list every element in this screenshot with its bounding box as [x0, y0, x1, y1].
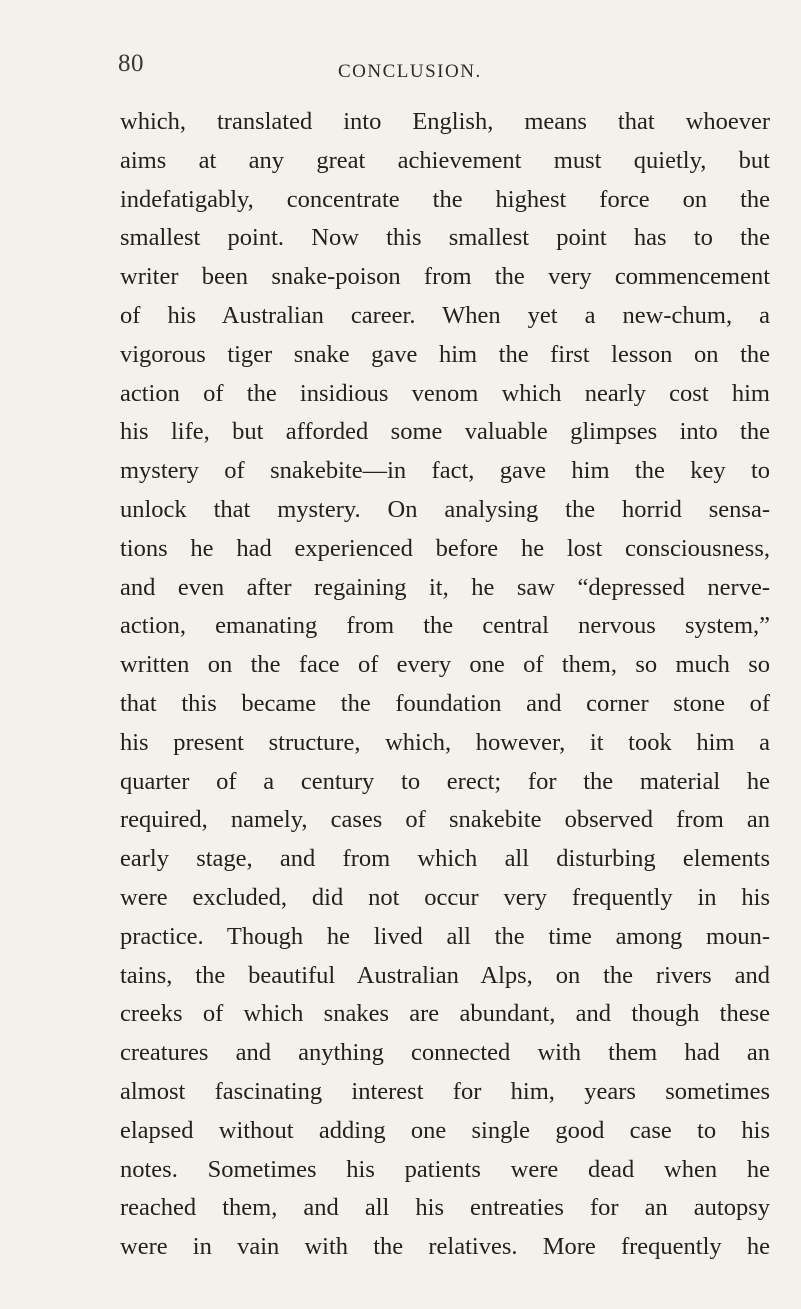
- text-line: mystery of snakebite—in fact, gave him the key to: [120, 457, 770, 485]
- text-line: early stage, and from which all disturbing elements: [120, 845, 770, 873]
- text-line: tains, the beautiful Australian Alps, on the rivers and: [120, 961, 770, 989]
- text-line: action, emanating from the central nervous system,”: [120, 612, 770, 640]
- text-line: aims at any great achievement must quietly, but: [120, 146, 770, 174]
- text-line: his present structure, which, however, it took him a: [120, 728, 770, 756]
- text-line: indefatigably, concentrate the highest force on the: [120, 185, 770, 213]
- text-line: notes. Sometimes his patients were dead when he: [120, 1155, 770, 1183]
- text-line: and even after regaining it, he saw “depressed nerve-: [120, 573, 770, 601]
- text-line: creeks of which snakes are abundant, and though these: [120, 1000, 770, 1028]
- text-line: vigorous tiger snake gave him the first lesson on the: [120, 340, 770, 368]
- text-line: almost fascinating interest for him, years sometimes: [120, 1077, 770, 1105]
- text-line: unlock that mystery. On analysing the horrid sensa-: [120, 495, 770, 523]
- text-line: required, namely, cases of snakebite observed from an: [120, 806, 770, 834]
- text-line: writer been snake-poison from the very commencement: [120, 263, 770, 291]
- text-line: elapsed without adding one single good case to his: [120, 1116, 770, 1144]
- text-line: were in vain with the relatives. More frequently he: [120, 1233, 770, 1261]
- text-line: reached them, and all his entreaties for an autopsy: [120, 1194, 770, 1222]
- text-line: of his Australian career. When yet a new-chum, a: [120, 301, 770, 329]
- page-number: 80: [118, 50, 144, 77]
- text-line: creatures and anything connected with them had an: [120, 1039, 770, 1067]
- text-line: action of the insidious venom which nearly cost him: [120, 379, 770, 407]
- text-line: smallest point. Now this smallest point has to the: [120, 224, 770, 252]
- text-line: written on the face of every one of them, so much so: [120, 651, 770, 679]
- text-line: quarter of a century to erect; for the material he: [120, 767, 770, 795]
- text-line: were excluded, did not occur very frequently in his: [120, 883, 770, 911]
- text-line: practice. Though he lived all the time among moun-: [120, 922, 770, 950]
- text-line: tions he had experienced before he lost consciousness,: [120, 534, 770, 562]
- text-line: which, translated into English, means that whoever: [120, 108, 770, 135]
- body-text: [120, 103, 770, 1267]
- running-head-title: CONCLUSION.: [338, 61, 482, 82]
- text-line: that this became the foundation and corner stone of: [120, 689, 770, 717]
- text-line: his life, but afforded some valuable glimpses into the: [120, 418, 770, 446]
